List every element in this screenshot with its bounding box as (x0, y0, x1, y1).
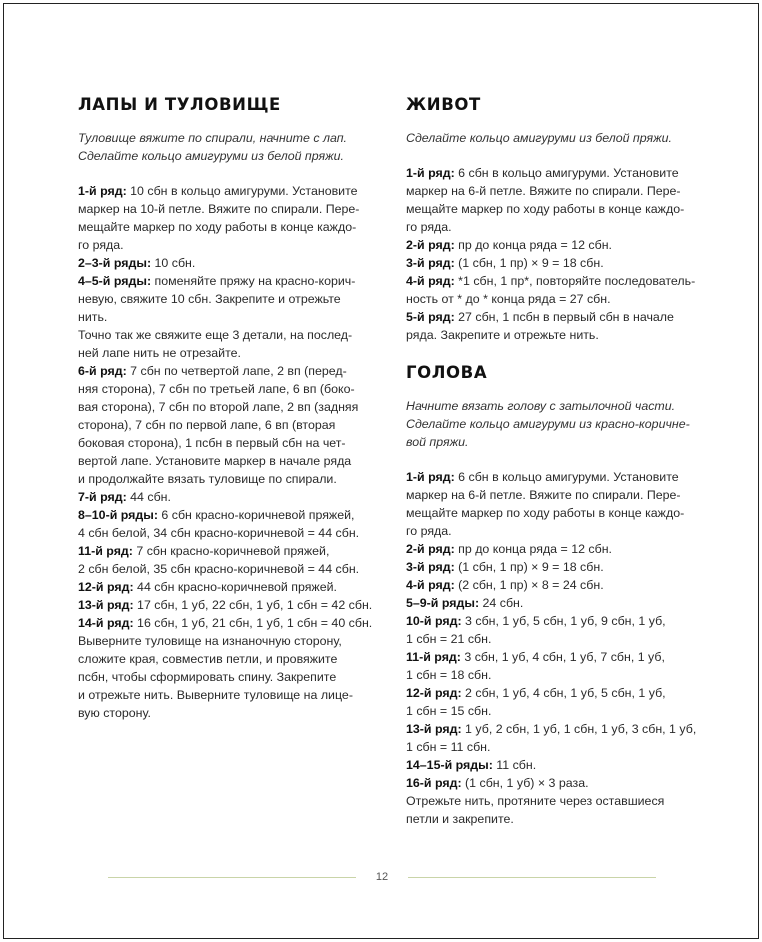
instruction-text: (1 сбн, 1 уб) × 3 раза. (461, 776, 589, 790)
instruction-paragraph (406, 308, 702, 344)
row-label: 4-й ряд: (406, 578, 455, 592)
instruction-paragraph (406, 576, 702, 594)
row-label: 14-й ряд: (78, 616, 134, 630)
instruction-text: 44 сбн красно-коричневой пряжей. (133, 580, 337, 594)
instruction-text: няя сторона), 7 сбн по третьей лапе, 6 вп (боко- (78, 382, 355, 396)
row-label: 13-й ряд: (78, 598, 134, 612)
row-label: 16-й ряд: (406, 776, 462, 790)
instruction-text: (2 сбн, 1 пр) × 8 = 24 сбн. (454, 578, 604, 592)
instruction-text: поменяйте пряжу на красно-корич- (151, 274, 356, 288)
row-label: 7-й ряд: (78, 490, 127, 504)
instruction-text: 11 сбн. (492, 758, 537, 772)
row-label: 10-й ряд: (406, 614, 462, 628)
instruction-text: маркер на 6-й петле. Вяжите по спирали. Пере- (406, 488, 681, 502)
instruction-paragraph (78, 542, 378, 578)
row-label: 2-й ряд: (406, 238, 455, 252)
instruction-paragraph (78, 506, 378, 542)
instruction-text: 6 сбн в кольцо амигуруми. Установите (454, 166, 679, 180)
instruction-paragraph (78, 614, 378, 632)
instruction-text: ней лапе нить не отрезайте. (78, 346, 241, 360)
row-label: 11-й ряд: (406, 650, 461, 664)
instruction-paragraph (78, 596, 378, 614)
instruction-text: го ряда. (78, 238, 124, 252)
instruction-text: 24 сбн. (479, 596, 524, 610)
instruction-text: 2 сбн, 1 уб, 4 сбн, 1 уб, 5 сбн, 1 уб, (461, 686, 666, 700)
section-title: ЛАПЫ И ТУЛОВИЩЕ (78, 95, 281, 114)
instruction-text: го ряда. (406, 220, 452, 234)
instruction-text: Отрежьте нить, протяните через оставшиеся (406, 794, 665, 808)
instruction-text: го ряда. (406, 524, 452, 538)
row-label: 1-й ряд: (78, 184, 127, 198)
instruction-text: и отрежьте нить. Выверните туловище на лице- (78, 688, 353, 702)
instruction-text: 27 сбн, 1 псбн в первый сбн в начале (454, 310, 674, 324)
instruction-text: сложите края, совместив петли, и провяжите (78, 652, 338, 666)
instruction-paragraph (78, 326, 378, 362)
row-label: 1-й ряд: (406, 470, 455, 484)
instruction-text: *1 сбн, 1 пр*, повторяйте последователь- (454, 274, 696, 288)
instruction-paragraph (78, 632, 378, 722)
instruction-text: вертой лапе. Установите маркер в начале ряда (78, 454, 352, 468)
instruction-text: 10 сбн. (151, 256, 196, 270)
page-number: 12 (375, 871, 389, 883)
instruction-paragraph (406, 540, 702, 558)
instruction-text: Выверните туловище на изнаночную сторону, (78, 634, 342, 648)
row-label: 2-й ряд: (406, 542, 455, 556)
instruction-text: 1 уб, 2 сбн, 1 уб, 1 сбн, 1 уб, 3 сбн, 1 уб, (461, 722, 697, 736)
instruction-paragraph (78, 362, 378, 488)
section-title: ГОЛОВА (406, 363, 488, 382)
instruction-text: мещайте маркер по ходу работы в конце каждо- (78, 220, 357, 234)
instruction-text: петли и закрепите. (406, 812, 514, 826)
instruction-text: 2 сбн белой, 35 сбн красно-коричневой = 44 сбн. (78, 562, 360, 576)
instruction-paragraph (406, 254, 702, 272)
instruction-text: ряда. Закрепите и отрежьте нить. (406, 328, 599, 342)
row-label: 3-й ряд: (406, 560, 455, 574)
row-label: 4–5-й ряды: (78, 274, 152, 288)
instruction-text: 10 сбн в кольцо амигуруми. Установите (126, 184, 358, 198)
row-label: 3-й ряд: (406, 256, 455, 270)
row-label: 12-й ряд: (406, 686, 462, 700)
intro-line: вой пряжи. (406, 435, 469, 449)
instruction-text: 17 сбн, 1 уб, 22 сбн, 1 уб, 1 сбн = 42 сбн. (133, 598, 373, 612)
row-label: 5–9-й ряды: (406, 596, 480, 610)
instruction-text: 7 сбн красно-коричневой пряжей, (132, 544, 330, 558)
row-label: 5-й ряд: (406, 310, 455, 324)
right-column (406, 94, 702, 828)
instruction-text: 1 сбн = 18 сбн. (406, 668, 492, 682)
section-intro (78, 129, 378, 165)
intro-line: Сделайте кольцо амигуруми из красно-коричне- (406, 417, 690, 431)
row-label: 6-й ряд: (78, 364, 127, 378)
instruction-text: (1 сбн, 1 пр) × 9 = 18 сбн. (454, 256, 604, 270)
instruction-text: нить. (78, 310, 108, 324)
row-label: 13-й ряд: (406, 722, 462, 736)
instruction-text: мещайте маркер по ходу работы в конце каждо- (406, 506, 685, 520)
instruction-text: 1 сбн = 11 сбн. (406, 740, 491, 754)
instruction-text: пр до конца ряда = 12 сбн. (454, 238, 612, 252)
instruction-paragraph (406, 720, 702, 756)
row-label: 4-й ряд: (406, 274, 455, 288)
instruction-text: 1 сбн = 21 сбн. (406, 632, 492, 646)
instruction-text: невую, свяжите 10 сбн. Закрепите и отрежьте (78, 292, 341, 306)
intro-line: Сделайте кольцо амигуруми из белой пряжи. (406, 131, 672, 145)
instructions (406, 164, 702, 344)
row-label: 8–10-й ряды: (78, 508, 158, 522)
instruction-text: 3 сбн, 1 уб, 4 сбн, 1 уб, 7 сбн, 1 уб, (460, 650, 665, 664)
instruction-text: маркер на 6-й петле. Вяжите по спирали. Пере- (406, 184, 681, 198)
book-page (3, 3, 759, 939)
intro-line: Сделайте кольцо амигуруми из белой пряжи. (78, 149, 344, 163)
row-label: 11-й ряд: (78, 544, 133, 558)
instruction-text: вая сторона), 7 сбн по второй лапе, 2 вп (задняя (78, 400, 359, 414)
instruction-paragraph (78, 254, 378, 272)
instruction-paragraph (406, 774, 702, 792)
instruction-paragraph (78, 578, 378, 596)
instruction-paragraph (406, 684, 702, 720)
row-label: 2–3-й ряды: (78, 256, 152, 270)
section-title: ЖИВОТ (406, 95, 481, 114)
instruction-paragraph (406, 612, 702, 648)
instruction-text: 6 сбн красно-коричневой пряжей, (157, 508, 355, 522)
footer-rule-right (408, 877, 656, 878)
instruction-text: 1 сбн = 15 сбн. (406, 704, 492, 718)
instruction-text: и продолжайте вязать туловище по спирали. (78, 472, 337, 486)
section-intro (406, 129, 702, 147)
instruction-text: Точно так же свяжите еще 3 детали, на послед- (78, 328, 353, 342)
instruction-text: (1 сбн, 1 пр) × 9 = 18 сбн. (454, 560, 604, 574)
section-paws-body (78, 94, 378, 722)
instruction-text: 4 сбн белой, 34 сбн красно-коричневой = 44 сбн. (78, 526, 360, 540)
instruction-paragraph (406, 594, 702, 612)
instruction-text: вую сторону. (78, 706, 151, 720)
section-head (406, 362, 702, 828)
instruction-paragraph (406, 164, 702, 236)
instruction-text: ность от * до * конца ряда = 27 сбн. (406, 292, 611, 306)
instruction-paragraph (406, 648, 702, 684)
row-label: 1-й ряд: (406, 166, 455, 180)
instruction-text: 44 сбн. (126, 490, 171, 504)
instructions (78, 182, 378, 722)
section-intro (406, 397, 702, 451)
instruction-paragraph (406, 558, 702, 576)
instruction-text: псбн, чтобы сформировать спину. Закрепите (78, 670, 337, 684)
instruction-text: маркер на 10-й петле. Вяжите по спирали. Пере- (78, 202, 360, 216)
instruction-text: боковая сторона), 1 псбн в первый сбн на чет- (78, 436, 346, 450)
instruction-text: 16 сбн, 1 уб, 21 сбн, 1 уб, 1 сбн = 40 сбн. (133, 616, 373, 630)
instruction-text: 7 сбн по четвертой лапе, 2 вп (перед- (126, 364, 347, 378)
instruction-paragraph (78, 272, 378, 326)
instruction-text: сторона), 7 сбн по первой лапе, 6 вп (вторая (78, 418, 336, 432)
row-label: 14–15-й ряды: (406, 758, 493, 772)
instruction-paragraph (406, 792, 702, 828)
instruction-paragraph (78, 488, 378, 506)
intro-line: Туловище вяжите по спирали, начните с лап. (78, 131, 347, 145)
instruction-text: 6 сбн в кольцо амигуруми. Установите (454, 470, 679, 484)
instruction-text: пр до конца ряда = 12 сбн. (454, 542, 612, 556)
instruction-text: 3 сбн, 1 уб, 5 сбн, 1 уб, 9 сбн, 1 уб, (461, 614, 666, 628)
instruction-paragraph (406, 756, 702, 774)
row-label: 12-й ряд: (78, 580, 134, 594)
intro-line: Начните вязать голову с затылочной части. (406, 399, 676, 413)
instruction-paragraph (78, 182, 378, 254)
instruction-paragraph (406, 272, 702, 308)
instruction-paragraph (406, 236, 702, 254)
section-belly (406, 94, 702, 344)
page-footer (108, 870, 656, 884)
instruction-paragraph (406, 468, 702, 540)
instruction-text: мещайте маркер по ходу работы в конце каждо- (406, 202, 685, 216)
instructions (406, 468, 702, 828)
left-column (78, 94, 378, 722)
